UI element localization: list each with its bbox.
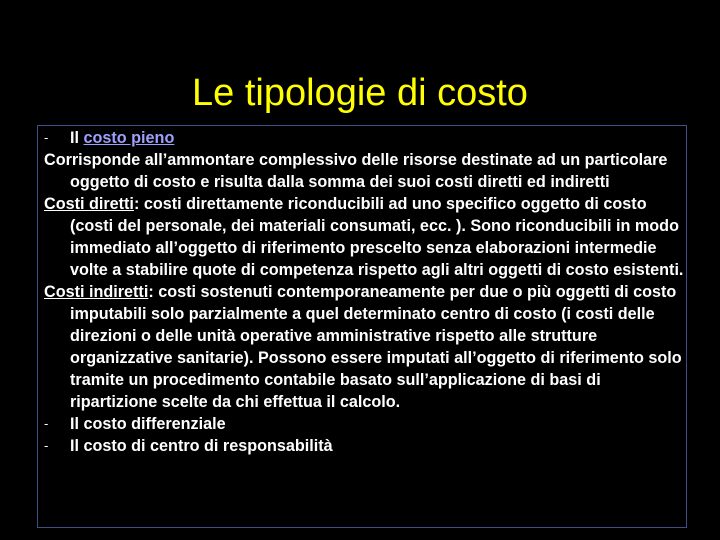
- bullet-costo-pieno: [44, 127, 684, 149]
- bullet-dash: -: [44, 416, 49, 431]
- bullet-dash: -: [44, 438, 49, 453]
- bullet-dash: -: [44, 130, 49, 145]
- bullet-prefix: Il: [70, 129, 84, 147]
- slide-title: Le tipologie di costo: [192, 72, 528, 115]
- bullet-text: Il costo di centro di responsabilità: [70, 437, 333, 455]
- bullet-costo-centro-responsabilita: [44, 435, 684, 457]
- term-costi-indiretti: Costi indiretti: [44, 283, 149, 301]
- paragraph-costi-diretti: [44, 193, 684, 281]
- paragraph-costo-pieno: Corrisponde all’ammontare complessivo delle risorse destinate ad un particolare oggetto di costo e risulta dalla somma dei suoi costi diretti ed indiretti: [44, 151, 668, 191]
- slide-body: [44, 127, 684, 457]
- definition-costi-indiretti: : costi sostenuti contemporaneamente per due o più oggetti di costo imputabili solo parzialmente a quel determinato centro di costo (i costi delle direzioni o delle unità operative amministrative rispetto alle strutture organizzative sanitarie). Possono essere imputati all’oggetto di riferimento solo tramite un procedimento contabile basato sull’applicazione di basi di ripartizione scelte da chi effettua il calcolo.: [70, 283, 682, 411]
- bullet-text: Il costo differenziale: [70, 415, 226, 433]
- costo-pieno-link[interactable]: costo pieno: [83, 129, 175, 147]
- bullet-costo-differenziale: [44, 413, 684, 435]
- definition-costi-diretti: : costi direttamente riconducibili ad uno specifico oggetto di costo (costi del personale, dei materiali consumati, ecc. ). Sono riconducibili in modo immediato all’oggetto di riferimento prescelto senza elaborazioni intermedie volte a stabilire quote di competenza rispetto agli altri oggetti di costo esistenti.: [70, 195, 684, 279]
- term-costi-diretti: Costi diretti: [44, 195, 134, 213]
- paragraph-costi-indiretti: [44, 281, 684, 413]
